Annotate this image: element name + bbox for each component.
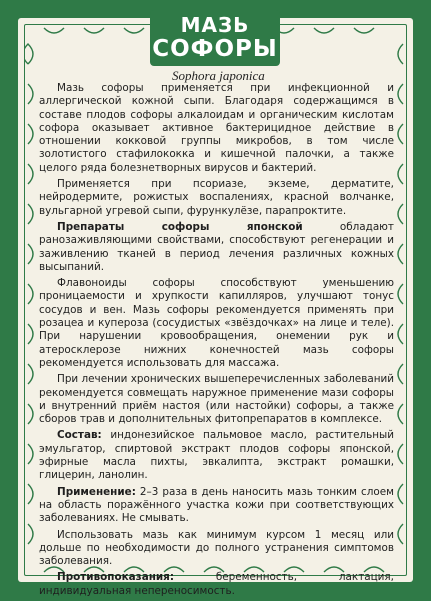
title-line-2: СОФОРЫ: [152, 36, 278, 62]
paragraph-preparations: [39, 221, 394, 274]
paragraph: Флавоноиды софоры способствуют уменьшению проницаемости и хрупкости капилляров, улучшают тонус сосудов и вен. Мазь софоры рекомендуется применять при розацеа и купероза (сосудистых «звёздочках» на лице и теле). При нарушении кровообращения, онемении рук и атеросклерозе нижних конечностей мазь софоры рекомендуется использовать для массажа.: [39, 277, 394, 369]
composition-text: индонезийское пальмовое масло, растительный эмульгатор, спиртовой экстракт плодов софоры японской, эфирные масла пихты, эвкалипта, экстракт ромашки, глицерин, ланолин.: [39, 429, 394, 482]
contraindications-text: беременность, лактация, индивидуальная непереносимость.: [39, 571, 394, 597]
paragraph-contraindications: [39, 571, 394, 598]
paragraph: Применяется при псориазе, экземе, дерматите, нейродермите, рожистых воспалениях, красной волчанке, вульгарной угревой сыпи, фурункулёзе, парапроктите.: [39, 178, 394, 217]
preparations-bold: Препараты софоры японской: [57, 220, 303, 233]
preparations-text: обладают ранозаживляющими свойствами, способствуют регенерации и заживлению тканей в период лечения различных кожных высыпаний.: [39, 220, 394, 273]
usage-text: 2–3 раза в день наносить мазь тонким слоем на область поражённого участка кожи при соответствующих заболеваниях. Не смывать.: [39, 485, 394, 525]
leaflet-text: [39, 82, 394, 601]
usage-label: Применение:: [57, 485, 136, 498]
paragraph-usage: [39, 486, 394, 526]
paragraph-course: Использовать мазь как минимум курсом 1 месяц или дольше по необходимости до полного устранения симптомов заболевания.: [39, 528, 394, 568]
composition-label: Состав:: [57, 429, 102, 442]
title-line-1: МАЗЬ: [180, 13, 250, 37]
paragraph: При лечении хронических вышеперечисленных заболеваний рекомендуется совмещать наружное применение мази софоры и внутренний приём настоя (или настойки) софоры, а также сборов трав и дополнительных фитопрепаратов в комплексе.: [39, 373, 394, 426]
paragraph: Мазь софоры применяется при инфекционной и аллергической кожной сыпи. Благодаря содержащимся в составе плодов софоры алкалоидам и органическим кислотам софора оказывает активное бактерицидное действие в отношении кокковой группы микробов, в том числе золотистого стафилококка и кишечной палочки, а также целого ряда болезнетворных вирусов и бактерий.: [39, 82, 394, 174]
paragraph-composition: [39, 429, 394, 482]
latin-name: Sophora japonica: [172, 68, 265, 83]
contraindications-label: Противопоказания:: [57, 571, 175, 584]
